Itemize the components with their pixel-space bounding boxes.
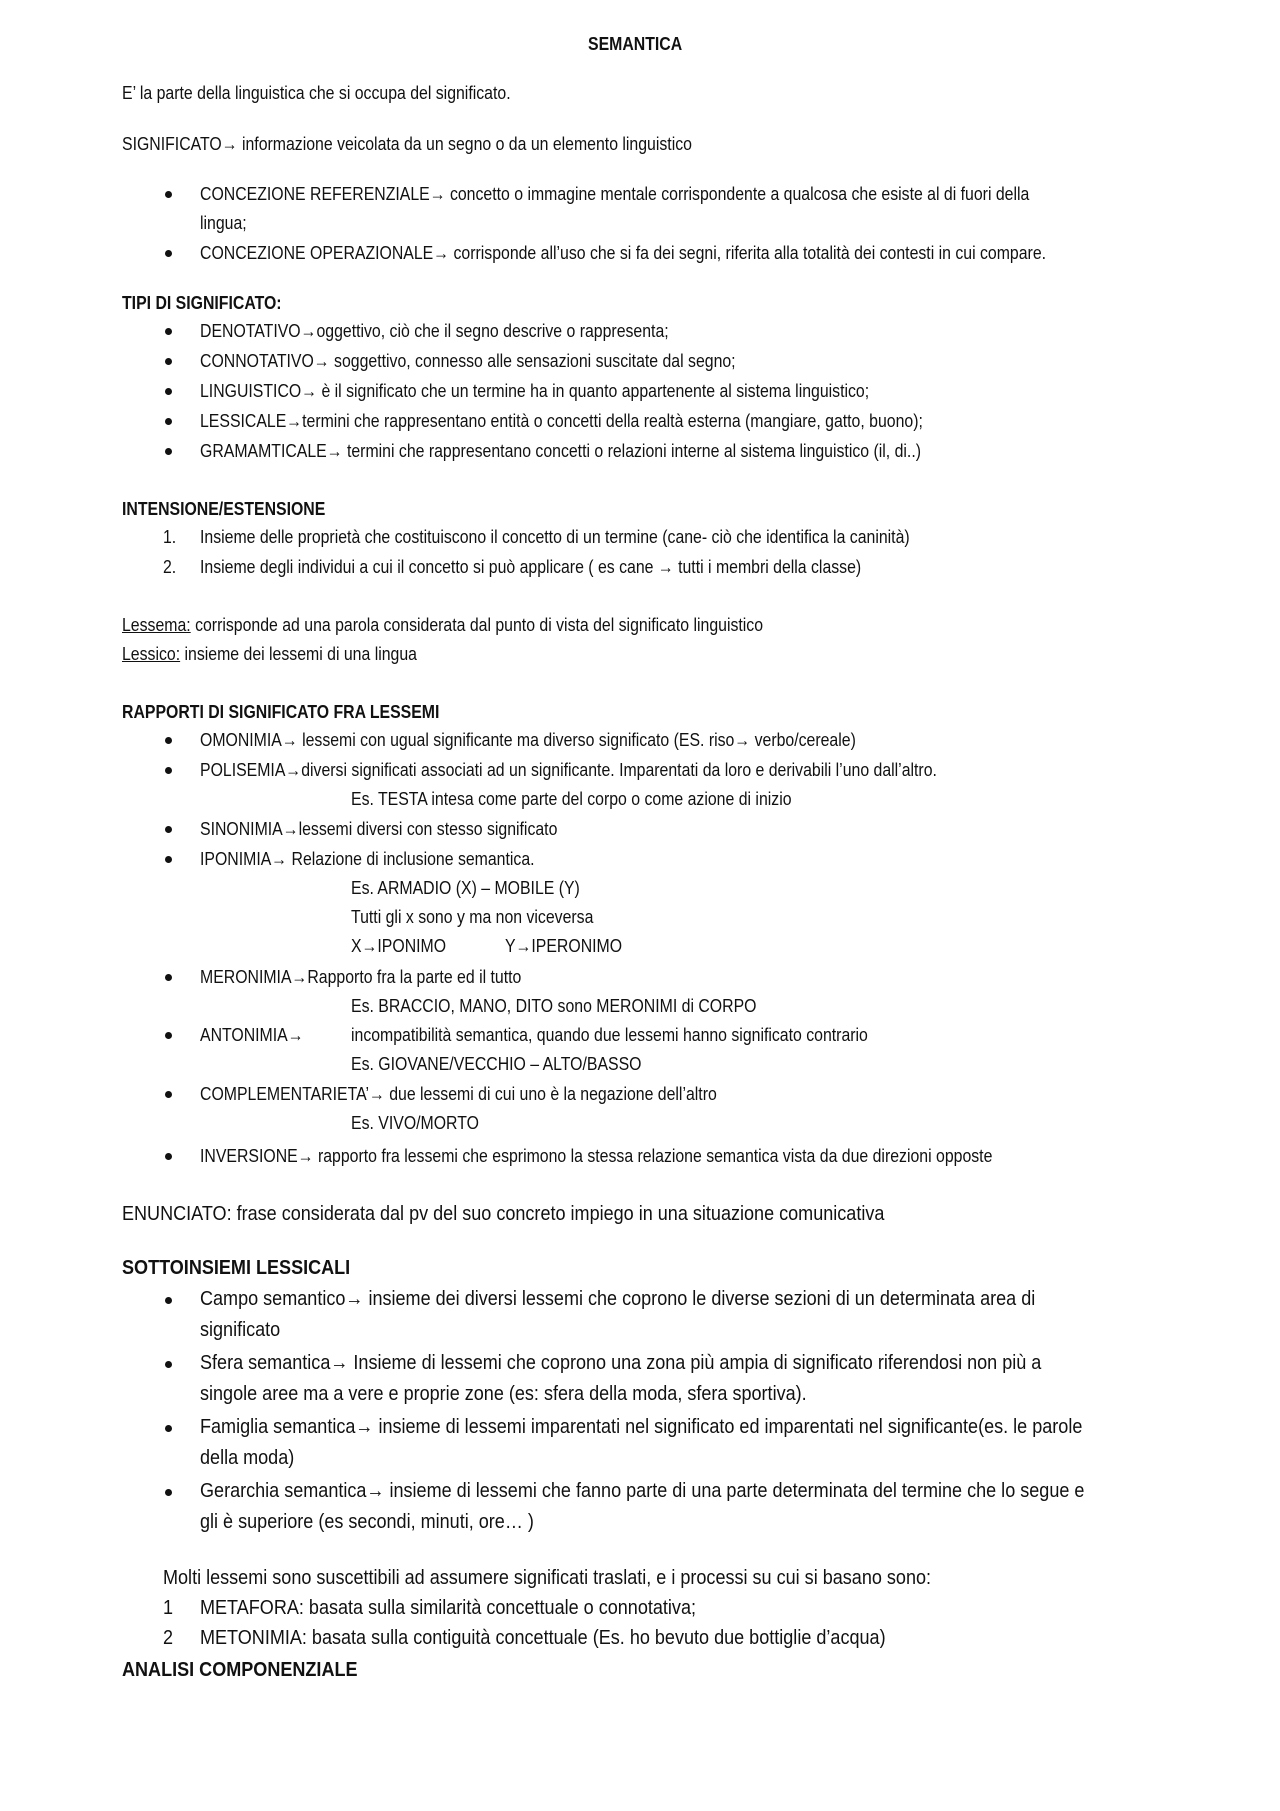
- bullet: [165, 1361, 172, 1368]
- tipo-denotativo: DENOTATIVO→oggettivo, ciò che il segno descrive o rappresenta;: [200, 321, 669, 341]
- bullet: [165, 358, 172, 365]
- gerarchia-semantica: Gerarchia semantica→ insieme di lessemi che fanno parte di una parte determinata del termine che lo segue e: [200, 1479, 1085, 1502]
- sinonimia: SINONIMIA→lessemi diversi con stesso significato: [200, 819, 558, 839]
- bullet: [165, 974, 172, 981]
- campo-semantico-cont: significato: [200, 1318, 281, 1341]
- bullet: [165, 1153, 172, 1160]
- enunciato-definition: ENUNCIATO: frase considerata dal pv del suo concreto impiego in una situazione comunicativa: [122, 1202, 885, 1225]
- concezione-referenziale-cont: lingua;: [200, 213, 247, 233]
- gerarchia-semantica-cont: gli è superiore (es secondi, minuti, ore… ): [200, 1510, 534, 1533]
- concezione-operazionale: CONCEZIONE OPERAZIONALE→ corrisponde all’uso che si fa dei segni, riferita alla totalità dei contesti in cui compare.: [200, 243, 1047, 263]
- metafora: METAFORA: basata sulla similarità concettuale o connotativa;: [200, 1596, 696, 1619]
- bullet: [165, 388, 172, 395]
- lessema-term: Lessema:: [122, 615, 191, 635]
- list-number: 1: [163, 1596, 174, 1619]
- meronimia-example: Es. BRACCIO, MANO, DITO sono MERONIMI di CORPO: [351, 996, 757, 1016]
- tipo-lessicale: LESSICALE→termini che rappresentano entità o concetti della realtà esterna (mangiare, gatto, buono);: [200, 411, 923, 431]
- analisi-heading: ANALISI COMPONENZIALE: [122, 1658, 358, 1681]
- lessico-def: insieme dei lessemi di una lingua: [180, 644, 417, 664]
- tipo-connotativo: CONNOTATIVO→ soggettivo, connesso alle sensazioni suscitate dal segno;: [200, 351, 736, 371]
- iponimia-example: Es. ARMADIO (X) – MOBILE (Y): [351, 878, 580, 898]
- list-number: 2: [163, 1626, 174, 1649]
- antonimia-example: Es. GIOVANE/VECCHIO – ALTO/BASSO: [351, 1054, 642, 1074]
- antonimia-definition: incompatibilità semantica, quando due lessemi hanno significato contrario: [351, 1025, 868, 1045]
- bullet: [165, 826, 172, 833]
- sottoinsiemi-heading: SOTTOINSIEMI LESSICALI: [122, 1256, 351, 1279]
- intensione-item: Insieme delle proprietà che costituiscono il concetto di un termine (cane- ciò che identifica la caninità): [200, 527, 910, 547]
- bullet: [165, 1489, 172, 1496]
- iponimia: IPONIMIA→ Relazione di inclusione semantica.: [200, 849, 535, 869]
- lessico-definition: [122, 643, 417, 665]
- meronimia: MERONIMIA→Rapporto fra la parte ed il tutto: [200, 967, 522, 987]
- bullet: [165, 1032, 172, 1039]
- page-title: SEMANTICA: [588, 34, 683, 54]
- bullet: [165, 1425, 172, 1432]
- complementarieta-example: Es. VIVO/MORTO: [351, 1113, 479, 1133]
- polisemia-example: Es. TESTA intesa come parte del corpo o come azione di inizio: [351, 789, 792, 809]
- bullet: [165, 250, 172, 257]
- famiglia-semantica: Famiglia semantica→ insieme di lessemi imparentati nel significato ed imparentati nel significante(es. le parole: [200, 1415, 1083, 1438]
- list-number: 2.: [163, 557, 177, 577]
- metonimia: METONIMIA: basata sulla contiguità concettuale (Es. ho bevuto due bottiglie d’acqua): [200, 1626, 886, 1649]
- concezione-referenziale: CONCEZIONE REFERENZIALE→ concetto o immagine mentale corrispondente a qualcosa che esiste al di fuori della: [200, 184, 1030, 204]
- bullet: [165, 328, 172, 335]
- famiglia-semantica-cont: della moda): [200, 1446, 295, 1469]
- tipi-heading: TIPI DI SIGNIFICATO:: [122, 293, 282, 313]
- iponimo-label: X→IPONIMO: [351, 936, 447, 956]
- bullet: [165, 737, 172, 744]
- sfera-semantica-cont: singole aree ma a vere e proprie zone (es: sfera della moda, sfera sportiva).: [200, 1382, 807, 1405]
- estensione-item: Insieme degli individui a cui il concetto si può applicare ( es cane → tutti i membri della classe): [200, 557, 862, 577]
- lessico-term: Lessico:: [122, 644, 181, 664]
- bullet: [165, 767, 172, 774]
- bullet: [165, 1297, 172, 1304]
- tipo-grammaticale: GRAMAMTICALE→ termini che rappresentano concetti o relazioni interne al sistema linguistico (il, di..): [200, 441, 922, 461]
- bullet: [165, 191, 172, 198]
- complementarieta: COMPLEMENTARIETA’→ due lessemi di cui uno è la negazione dell’altro: [200, 1084, 717, 1104]
- bullet: [165, 448, 172, 455]
- intensione-heading: INTENSIONE/ESTENSIONE: [122, 499, 326, 519]
- bullet: [165, 856, 172, 863]
- significato-definition: SIGNIFICATO→ informazione veicolata da un segno o da un elemento linguistico: [122, 134, 692, 154]
- lessema-def: corrisponde ad una parola considerata dal punto di vista del significato linguistico: [190, 615, 764, 635]
- lessema-definition: [122, 614, 763, 636]
- tipo-linguistico: LINGUISTICO→ è il significato che un termine ha in quanto appartenente al sistema linguistico;: [200, 381, 870, 401]
- sfera-semantica: Sfera semantica→ Insieme di lessemi che coprono una zona più ampia di significato riferendosi non più a: [200, 1351, 1042, 1374]
- campo-semantico: Campo semantico→ insieme dei diversi lessemi che coprono le diverse sezioni di un determinata area di: [200, 1287, 1036, 1310]
- bullet: [165, 418, 172, 425]
- traslati-intro: Molti lessemi sono suscettibili ad assumere significati traslati, e i processi su cui si basano sono:: [163, 1566, 932, 1589]
- omonimia: OMONIMIA→ lessemi con ugual significante ma diverso significato (ES. riso→ verbo/cereale): [200, 730, 856, 750]
- polisemia: POLISEMIA→diversi significati associati ad un significante. Imparentati da loro e derivabili l’uno dall’altro.: [200, 760, 937, 780]
- bullet: [165, 1091, 172, 1098]
- inversione: INVERSIONE→ rapporto fra lessemi che esprimono la stessa relazione semantica vista da due direzioni opposte: [200, 1146, 993, 1166]
- list-number: 1.: [163, 527, 177, 547]
- rapporti-heading: RAPPORTI DI SIGNIFICATO FRA LESSEMI: [122, 702, 440, 722]
- iperonimo-label: Y→IPERONIMO: [505, 936, 623, 956]
- antonimia-label: ANTONIMIA→: [200, 1025, 304, 1045]
- intro-text: E’ la parte della linguistica che si occupa del significato.: [122, 83, 511, 103]
- iponimia-note: Tutti gli x sono y ma non viceversa: [351, 907, 594, 927]
